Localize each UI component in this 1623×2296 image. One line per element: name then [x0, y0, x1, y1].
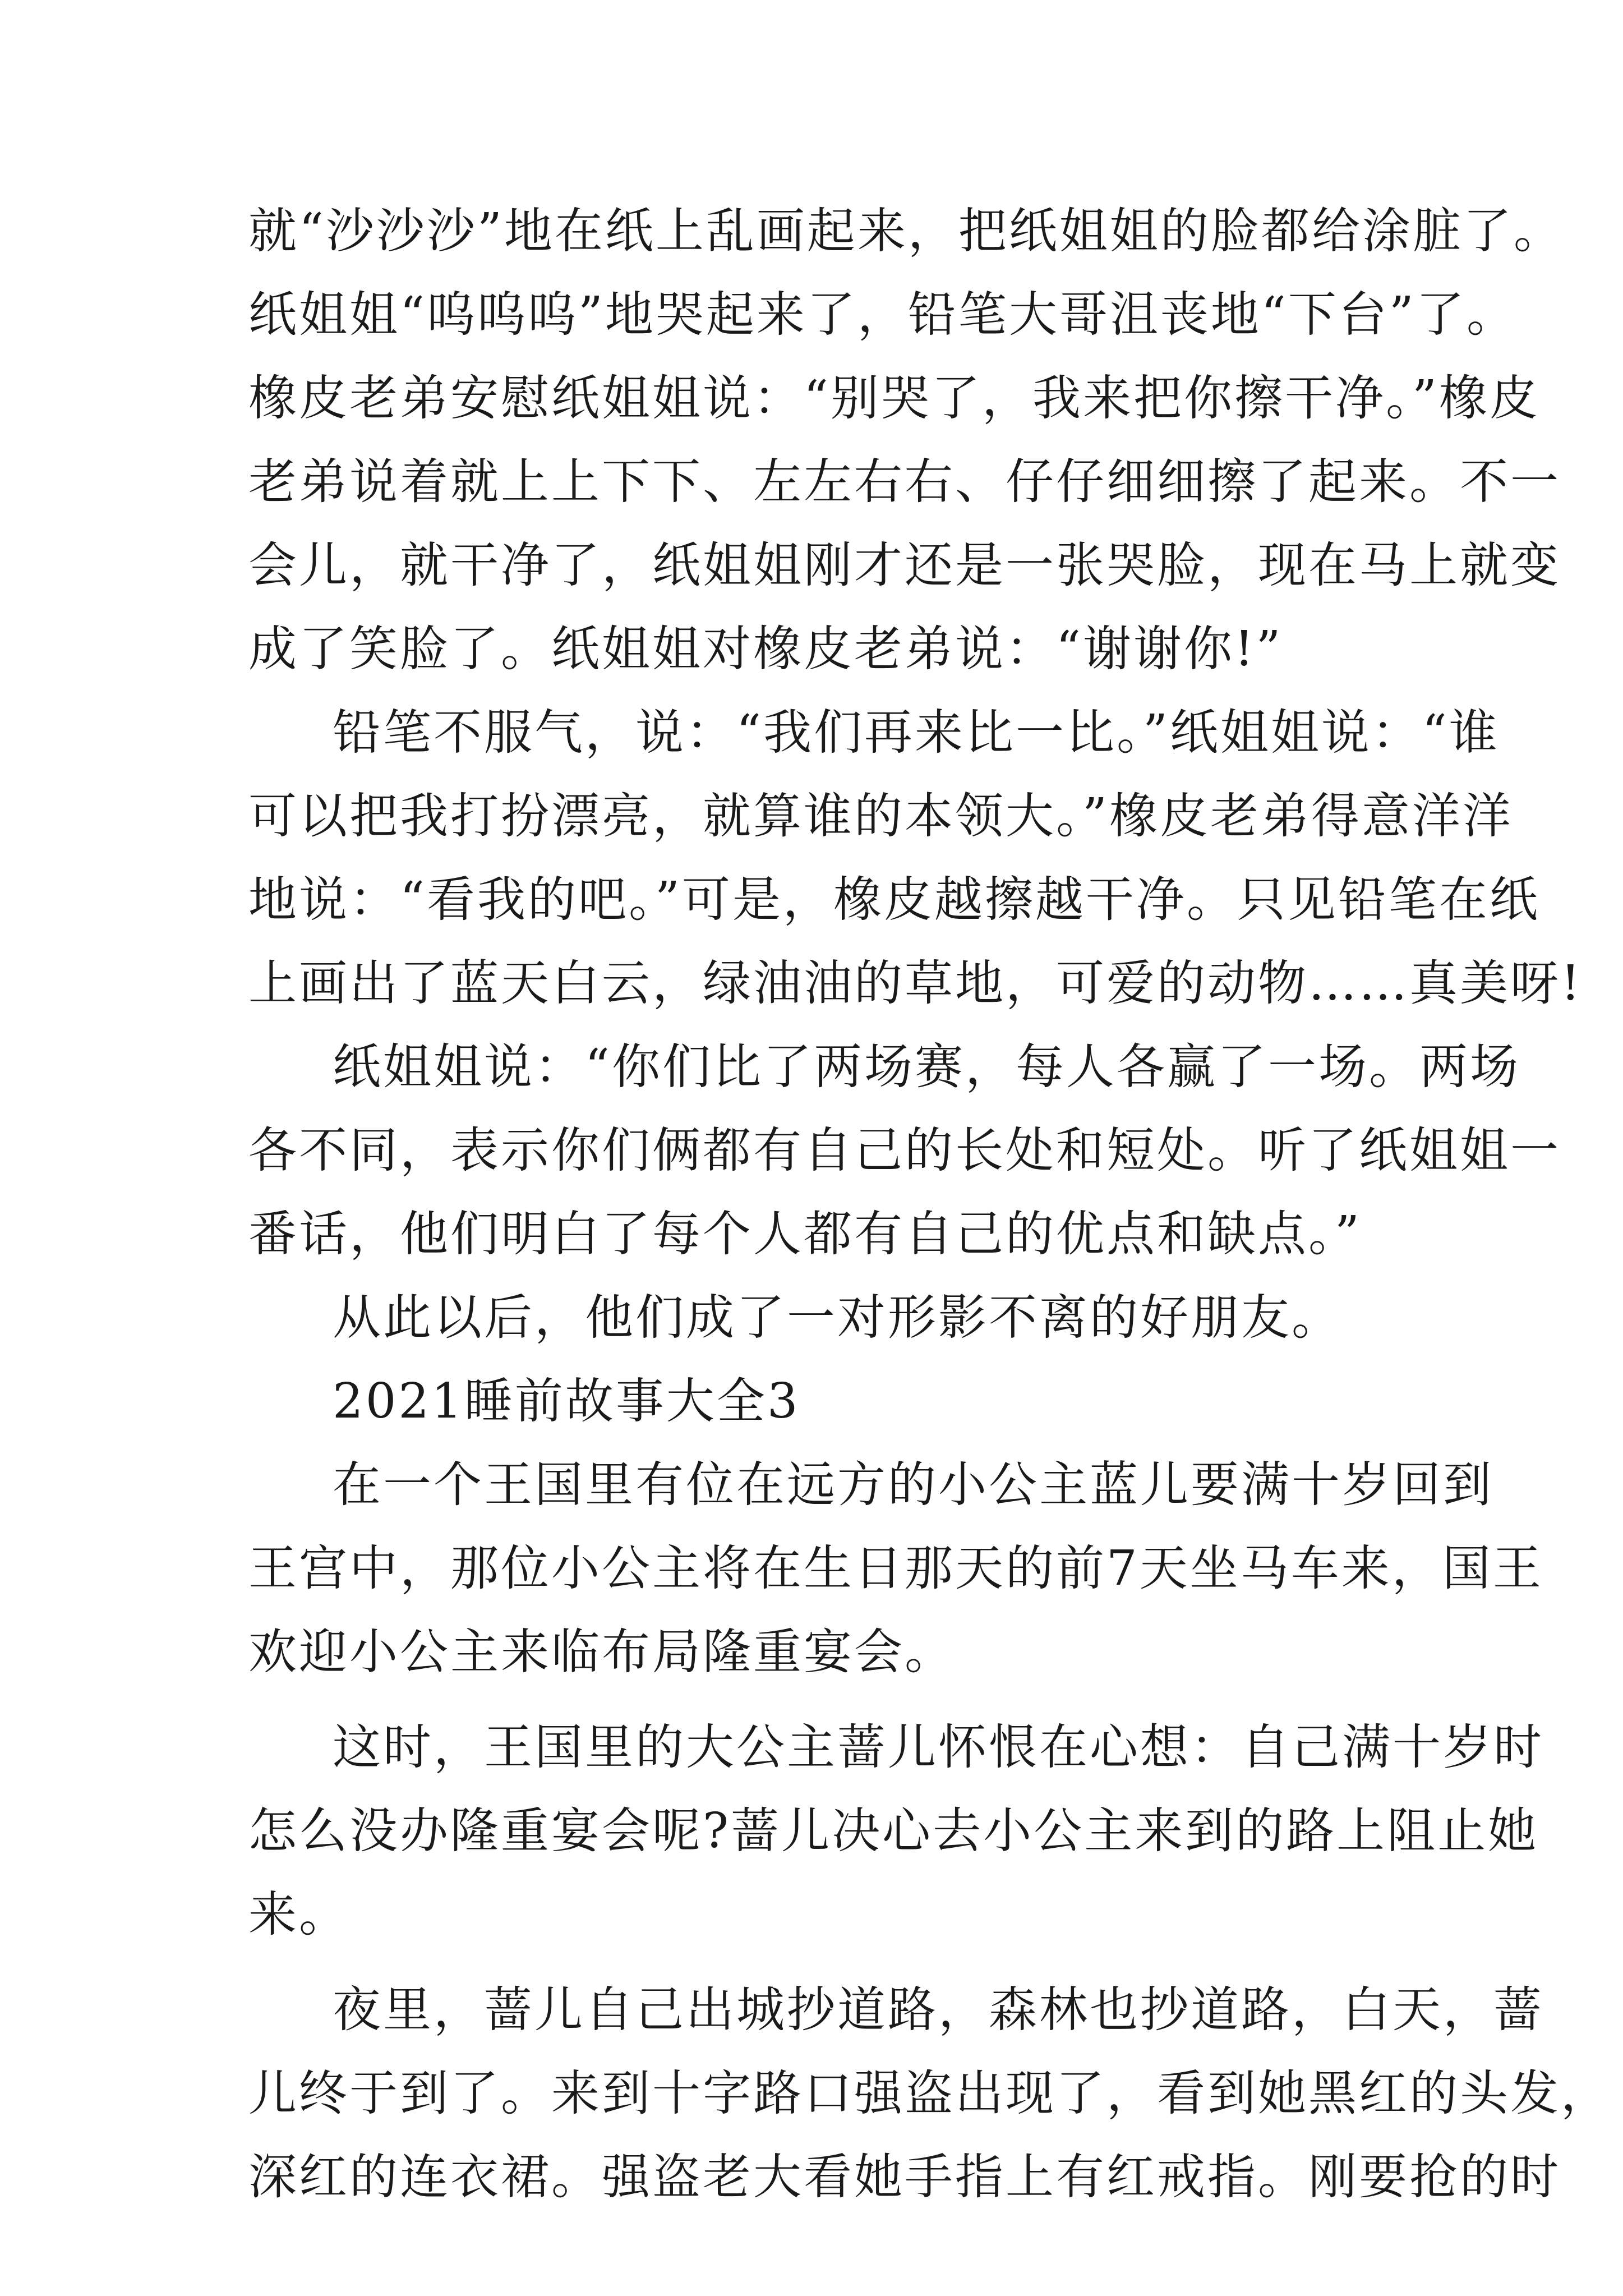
text-line: 地说：“看我的吧。”可是，橡皮越擦越干净。只见铅笔在纸 [248, 872, 1540, 928]
text-line: 橡皮老弟安慰纸姐姐说：“别哭了，我来把你擦干净。”橡皮 [248, 370, 1540, 426]
text-line: 怎么没办隆重宴会呢?蔷儿决心去小公主来到的路上阻止她 [248, 1803, 1539, 1859]
text-line: 上画出了蓝天白云，绿油油的草地，可爱的动物……真美呀! [248, 955, 1583, 1011]
text-line: 可以把我打扮漂亮，就算谁的本领大。”橡皮老弟得意洋洋 [248, 788, 1513, 844]
text-line: 铅笔不服气，说：“我们再来比一比。”纸姐姐说：“谁 [333, 705, 1500, 761]
text-line: 老弟说着就上上下下、左左右右、仔仔细细擦了起来。不一 [248, 454, 1561, 510]
text-line: 成了笑脸了。纸姐姐对橡皮老弟说：“谢谢你!” [248, 621, 1283, 677]
text-line: 纸姐姐“呜呜呜”地哭起来了，铅笔大哥沮丧地“下台”了。 [248, 287, 1517, 343]
story-text [248, 190, 1611, 2219]
text-line: 番话，他们明白了每个人都有自己的优点和缺点。” [248, 1206, 1362, 1262]
text-line: 在一个王国里有位在远方的小公主蓝儿要满十岁回到 [333, 1457, 1493, 1513]
text-line: 欢迎小公主来临布局隆重宴会。 [248, 1624, 955, 1680]
text-line: 就“沙沙沙”地在纸上乱画起来，把纸姐姐的脸都给涂脏了。 [248, 203, 1564, 259]
text-line: 儿终于到了。来到十字路口强盗出现了，看到她黑红的头发， [248, 2065, 1611, 2122]
text-line: 这时，王国里的大公主蔷儿怀恨在心想：自己满十岁时 [333, 1719, 1544, 1775]
text-line: 夜里，蔷儿自己出城抄道路，森林也抄道路，白天，蔷 [333, 1982, 1544, 2038]
text-line: 各不同，表示你们俩都有自己的长处和短处。听了纸姐姐一 [248, 1122, 1561, 1179]
text-line: 会儿，就干净了，纸姐姐刚才还是一张哭脸，现在马上就变 [248, 537, 1561, 593]
section-heading: 2021睡前故事大全3 [333, 1373, 800, 1429]
text-line: 来。 [248, 1887, 349, 1943]
text-line: 从此以后，他们成了一对形影不离的好朋友。 [333, 1290, 1342, 1346]
text-line: 王宫中，那位小公主将在生日那天的前7天坐马车来，国王 [248, 1540, 1543, 1596]
text-line: 纸姐姐说：“你们比了两场赛，每人各赢了一场。两场 [333, 1039, 1520, 1095]
text-line: 深红的连衣裙。强盗老大看她手指上有红戒指。刚要抢的时 [248, 2149, 1561, 2205]
